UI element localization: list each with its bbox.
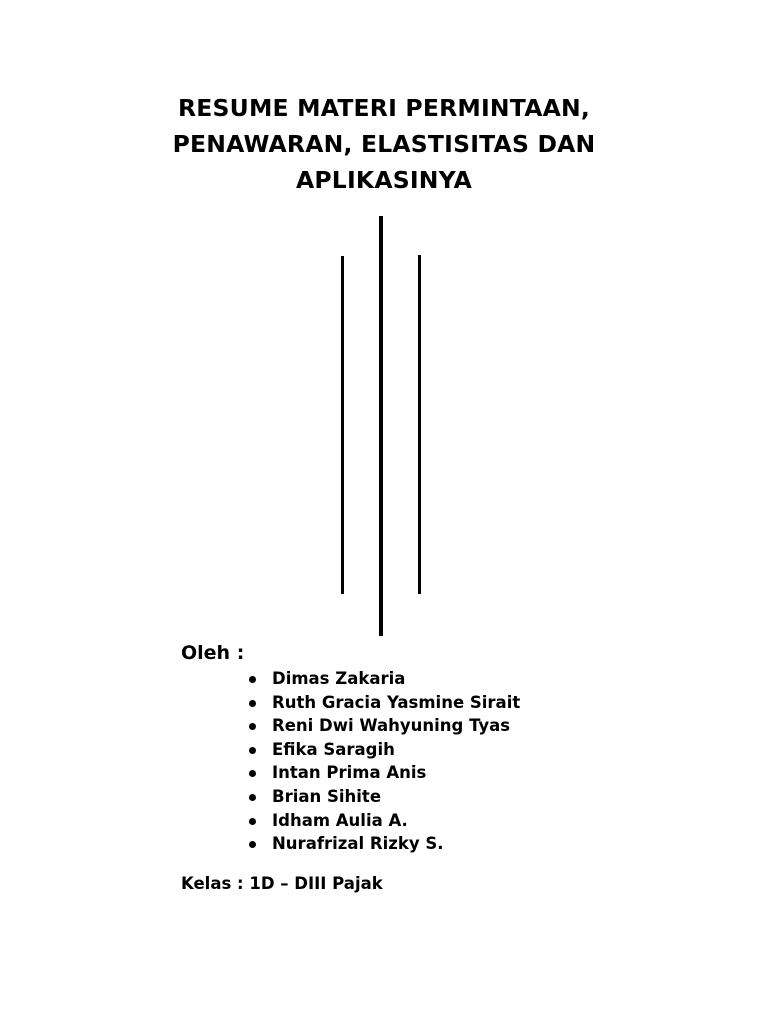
list-item: [248, 832, 520, 856]
bullet-icon: [249, 723, 256, 730]
author-name: Idham Aulia A.: [272, 810, 408, 830]
decorative-line-right: [418, 255, 421, 594]
author-name: Efika Saragih: [272, 739, 395, 759]
bullet-icon: [249, 794, 256, 801]
list-item: [248, 667, 520, 691]
list-item: [248, 785, 520, 809]
bullet-icon: [249, 700, 256, 707]
bullet-icon: [249, 747, 256, 754]
list-item: [248, 738, 520, 762]
author-list: [248, 667, 520, 856]
author-name: Reni Dwi Wahyuning Tyas: [272, 716, 511, 736]
bullet-icon: [249, 676, 256, 683]
bullet-icon: [249, 770, 256, 777]
author-name: Brian Sihite: [272, 786, 382, 806]
decorative-line-left: [341, 256, 344, 594]
list-item: [248, 761, 520, 785]
author-name: Dimas Zakaria: [272, 669, 406, 688]
title-line-2: PENAWARAN, ELASTISITAS DAN: [172, 130, 596, 158]
author-name: Nurafrizal Rizky S.: [272, 834, 444, 854]
title-line-1: RESUME MATERI PERMINTAAN,: [178, 94, 590, 122]
list-item: [248, 691, 520, 715]
class-info: Kelas : 1D – DIII Pajak: [181, 874, 383, 893]
decorative-line-center: [379, 216, 383, 636]
bullet-icon: [249, 841, 256, 848]
by-label: Oleh :: [181, 642, 245, 664]
list-item: [248, 714, 520, 738]
document-title: [84, 90, 684, 198]
author-name: Ruth Gracia Yasmine Sirait: [272, 692, 521, 712]
title-line-3: APLIKASINYA: [295, 166, 473, 194]
list-item: [248, 809, 520, 833]
bullet-icon: [249, 818, 256, 825]
author-name: Intan Prima Anis: [272, 763, 427, 783]
